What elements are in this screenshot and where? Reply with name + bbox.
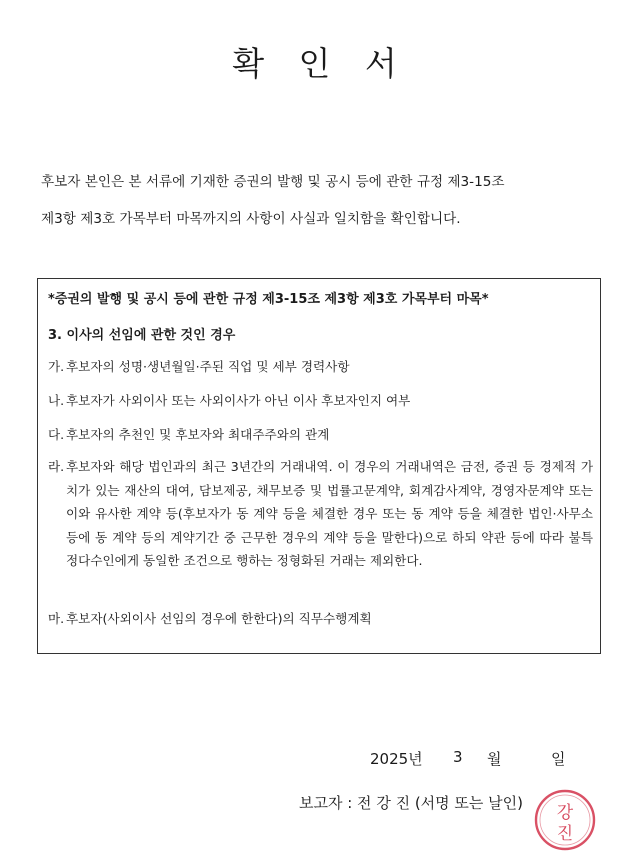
list-item [48, 355, 593, 379]
item-text: 후보자의 성명·생년월일·주된 직업 및 세부 경력사항 [66, 359, 350, 374]
item-label: 가. [48, 359, 65, 374]
regulation-box [37, 278, 601, 654]
statement-line-1: 후보자 본인은 본 서류에 기재한 증권의 발행 및 공시 등에 관한 규정 제3-15조 [41, 174, 505, 190]
list-item [48, 389, 593, 413]
item-label: 라. [48, 459, 65, 474]
seal-stamp-icon [532, 787, 598, 853]
date-year: 2025년 [370, 750, 423, 768]
svg-text:진: 진 [556, 824, 574, 844]
item-text: 후보자의 추천인 및 후보자와 최대주주와의 관계 [66, 427, 330, 442]
item-label: 마. [48, 611, 65, 626]
signer-line: 보고자 : 전 강 진 (서명 또는 날인) [299, 794, 524, 812]
item-text: 후보자가 사외이사 또는 사외이사가 아닌 이사 후보자인지 여부 [66, 393, 411, 408]
item-label: 나. [48, 393, 65, 408]
item-text: 후보자와 해당 법인과의 최근 3년간의 거래내역. 이 경우의 거래내역은 금전, 증권 등 경제적 가치가 있는 재산의 대여, 담보제공, 채무보증 및 법률고문계약, 회계감사계약, 경영자문계약 또는 이와 유사한 계약 등(후보자가 동 계약 등을 체결한 경우 또는 동 계약 등을 체결한 법인·사무소 등에 동 계약 등의 계약기간 중 근무한 경우의 계약 등을 말한다)으로 하되 약관 등에 따라 불특정다수인에게 동일한 조건으로 행하는 정형화된 거래는 제외한다. [66, 459, 593, 568]
list-item [48, 607, 593, 631]
svg-text:강: 강 [556, 803, 574, 823]
date-month-label: 월 [487, 750, 502, 768]
box-subheader: 3. 이사의 선임에 관한 것인 경우 [48, 328, 236, 343]
statement-line-2: 제3항 제3호 가목부터 마목까지의 사항이 사실과 일치함을 확인합니다. [41, 211, 461, 227]
item-text: 후보자(사외이사 선임의 경우에 한한다)의 직무수행계획 [66, 611, 372, 626]
date-day-label: 일 [551, 750, 566, 768]
list-item [48, 455, 593, 573]
item-label: 다. [48, 427, 65, 442]
document-title: 확 인 서 [232, 44, 409, 83]
box-header: *증권의 발행 및 공시 등에 관한 규정 제3-15조 제3항 제3호 가목부터 마목* [48, 292, 489, 307]
date-month-number: 3 [453, 748, 463, 766]
list-item [48, 423, 593, 447]
